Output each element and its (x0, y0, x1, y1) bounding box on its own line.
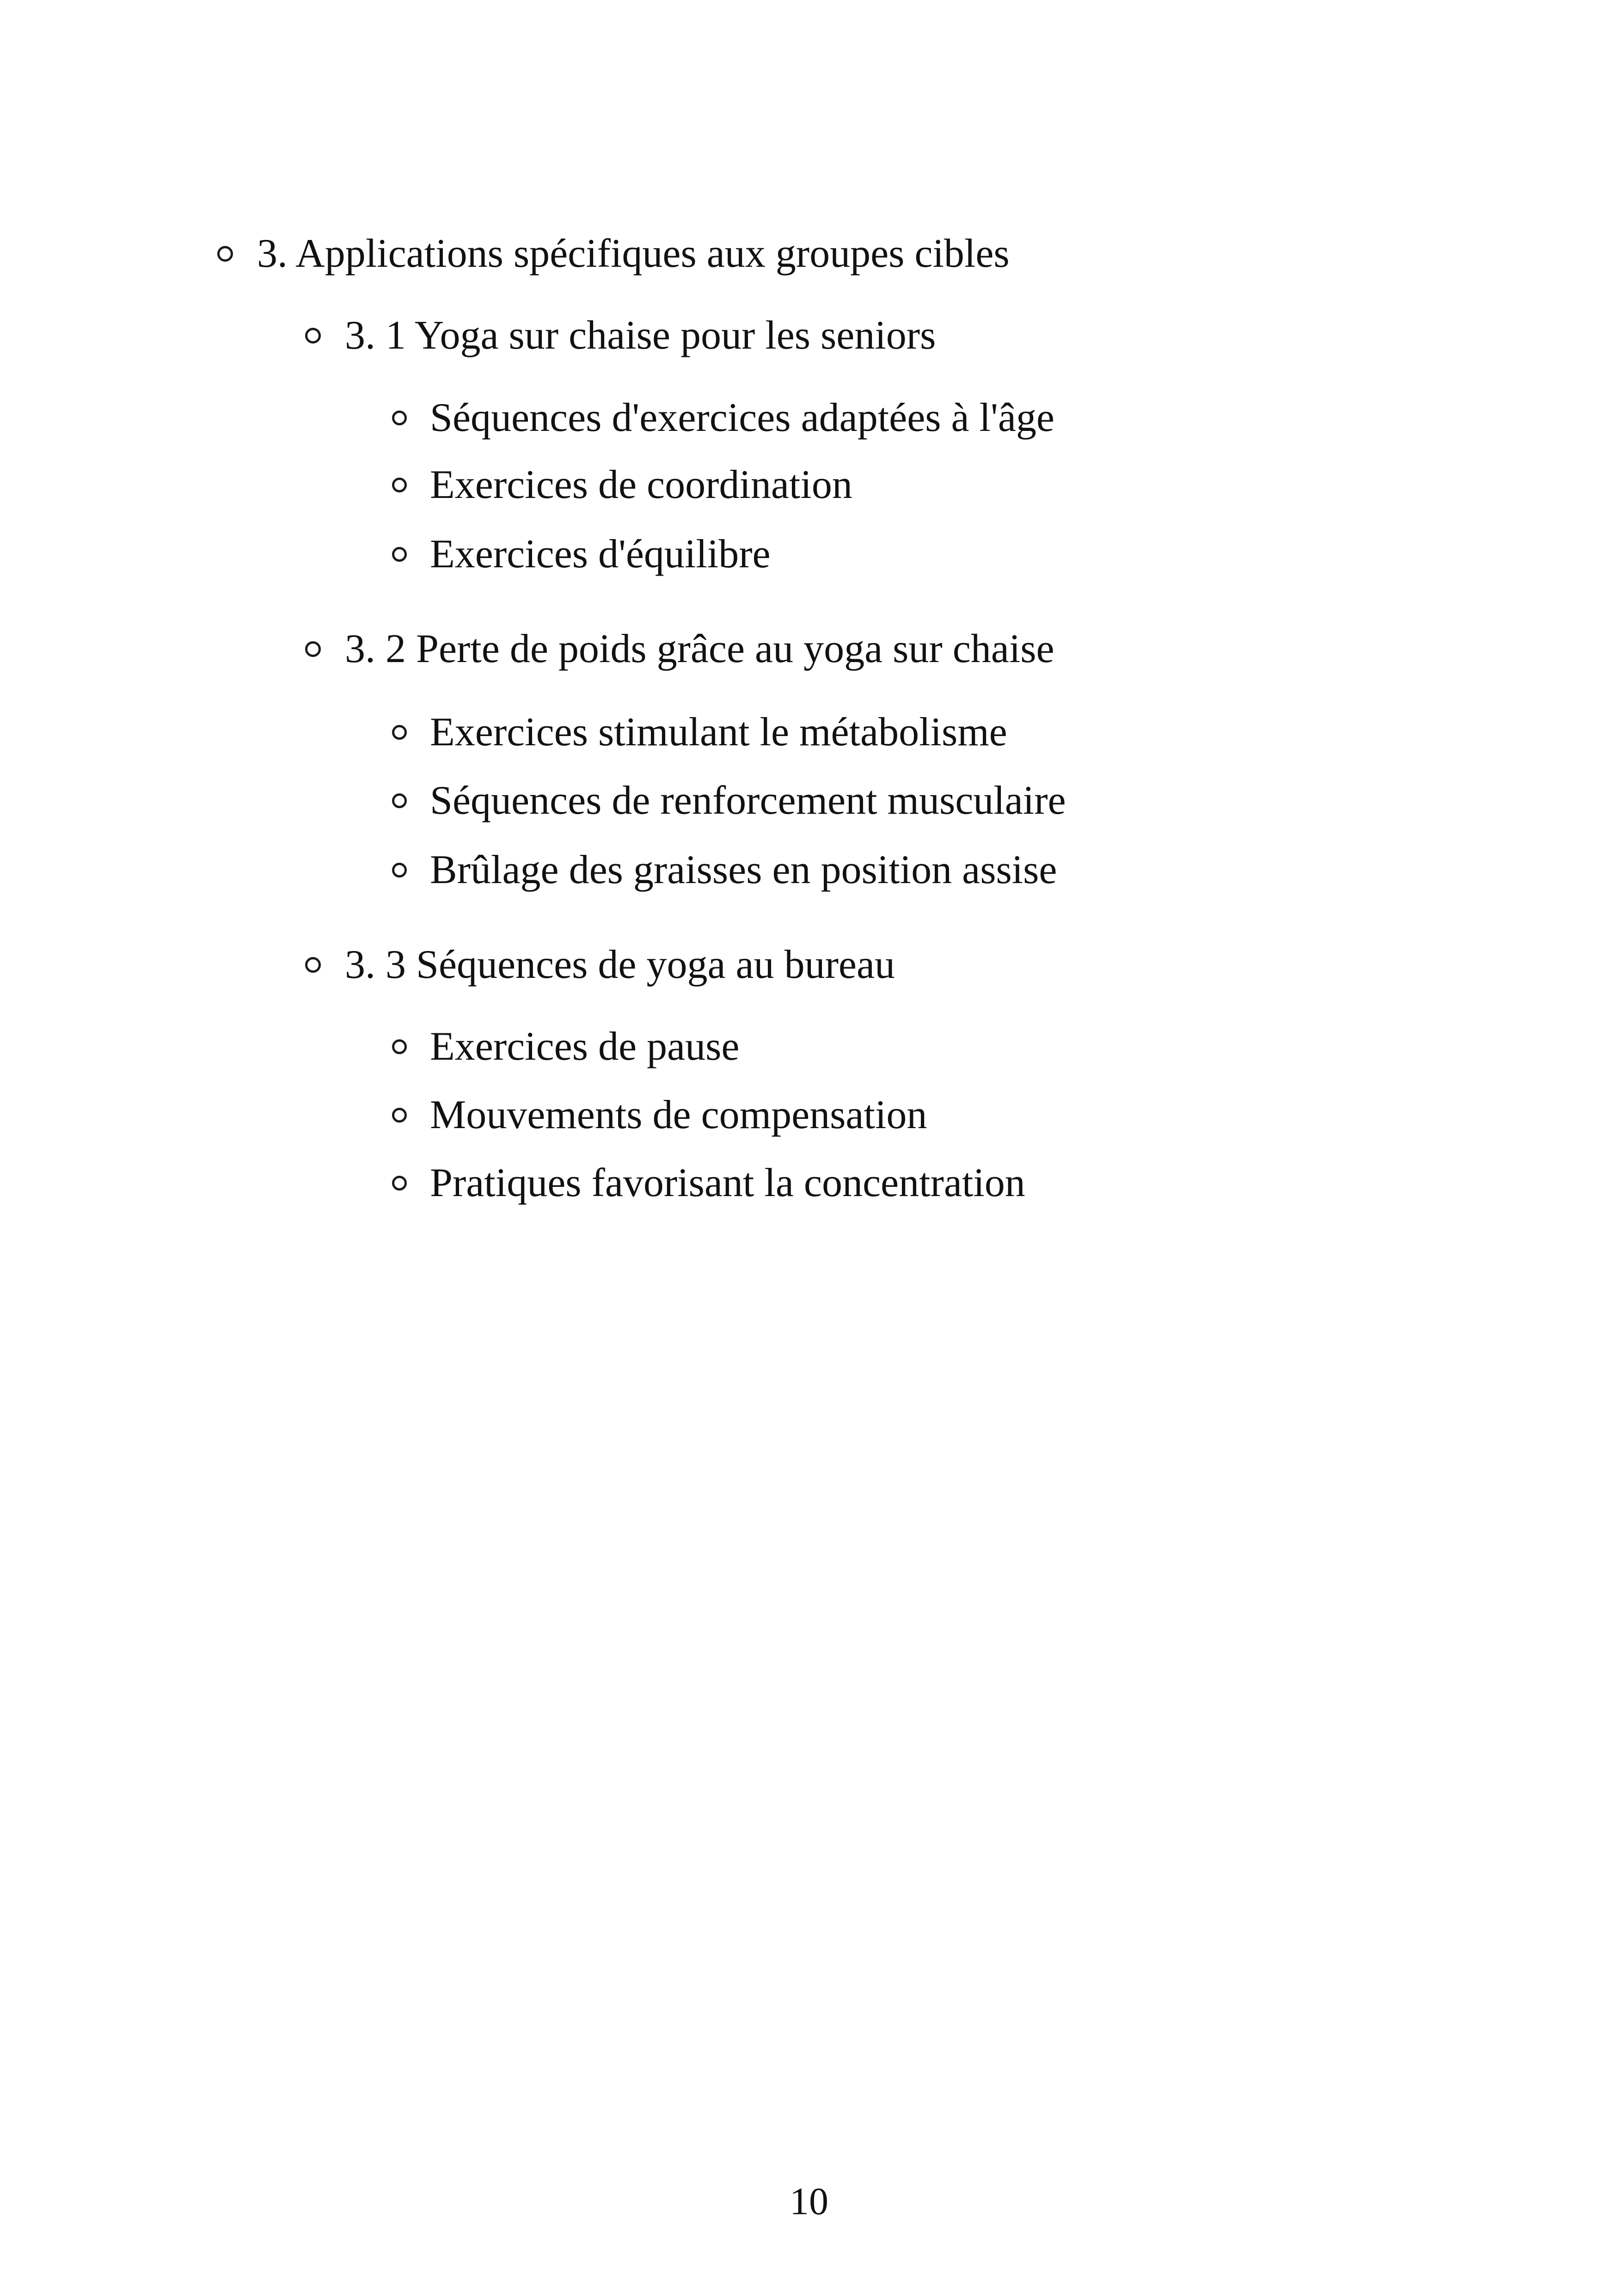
subsection-title: 3. 3 Séquences de yoga au bureau (345, 942, 895, 987)
outline-subsection (305, 626, 1054, 671)
section-title: 3. Applications spécifiques aux groupes cibles (257, 231, 1010, 276)
circle-bullet-icon (392, 1108, 407, 1123)
circle-bullet-icon (392, 1176, 407, 1191)
item-text: Exercices de pause (430, 1024, 740, 1069)
circle-bullet-icon (392, 411, 407, 425)
outline-item (392, 1160, 1025, 1205)
circle-bullet-icon (392, 863, 407, 878)
outline-item (392, 395, 1054, 440)
circle-bullet-icon (392, 793, 407, 808)
subsection-title: 3. 1 Yoga sur chaise pour les seniors (345, 313, 936, 358)
outline-subsection (305, 315, 936, 356)
item-text: Séquences d'exercices adaptées à l'âge (430, 395, 1054, 440)
circle-bullet-icon (392, 478, 407, 492)
circle-bullet-icon (305, 641, 321, 657)
circle-bullet-icon (392, 1039, 407, 1054)
item-text: Séquences de renforcement musculaire (430, 778, 1066, 823)
outline-item (392, 780, 1066, 821)
page-number: 10 (790, 2180, 828, 2223)
item-text: Exercices de coordination (430, 462, 852, 507)
item-text: Exercices stimulant le métabolisme (430, 710, 1007, 755)
circle-bullet-icon (305, 957, 321, 973)
outline-subsection (305, 942, 895, 987)
subsection-title: 3. 2 Perte de poids grâce au yoga sur chaise (345, 626, 1054, 671)
outline-item (392, 712, 1007, 753)
item-text: Pratiques favorisant la concentration (430, 1160, 1025, 1205)
item-text: Mouvements de compensation (430, 1093, 927, 1137)
outline-item (392, 534, 771, 575)
outline-section (217, 233, 1010, 274)
circle-bullet-icon (305, 328, 321, 344)
outline-item (392, 1026, 739, 1067)
outline-item (392, 1095, 927, 1136)
outline-item (392, 462, 852, 507)
circle-bullet-icon (392, 725, 407, 740)
circle-bullet-icon (217, 246, 233, 262)
outline-item (392, 847, 1057, 892)
item-text: Exercices d'équilibre (430, 532, 771, 577)
circle-bullet-icon (392, 547, 407, 562)
item-text: Brûlage des graisses en position assise (430, 847, 1057, 892)
